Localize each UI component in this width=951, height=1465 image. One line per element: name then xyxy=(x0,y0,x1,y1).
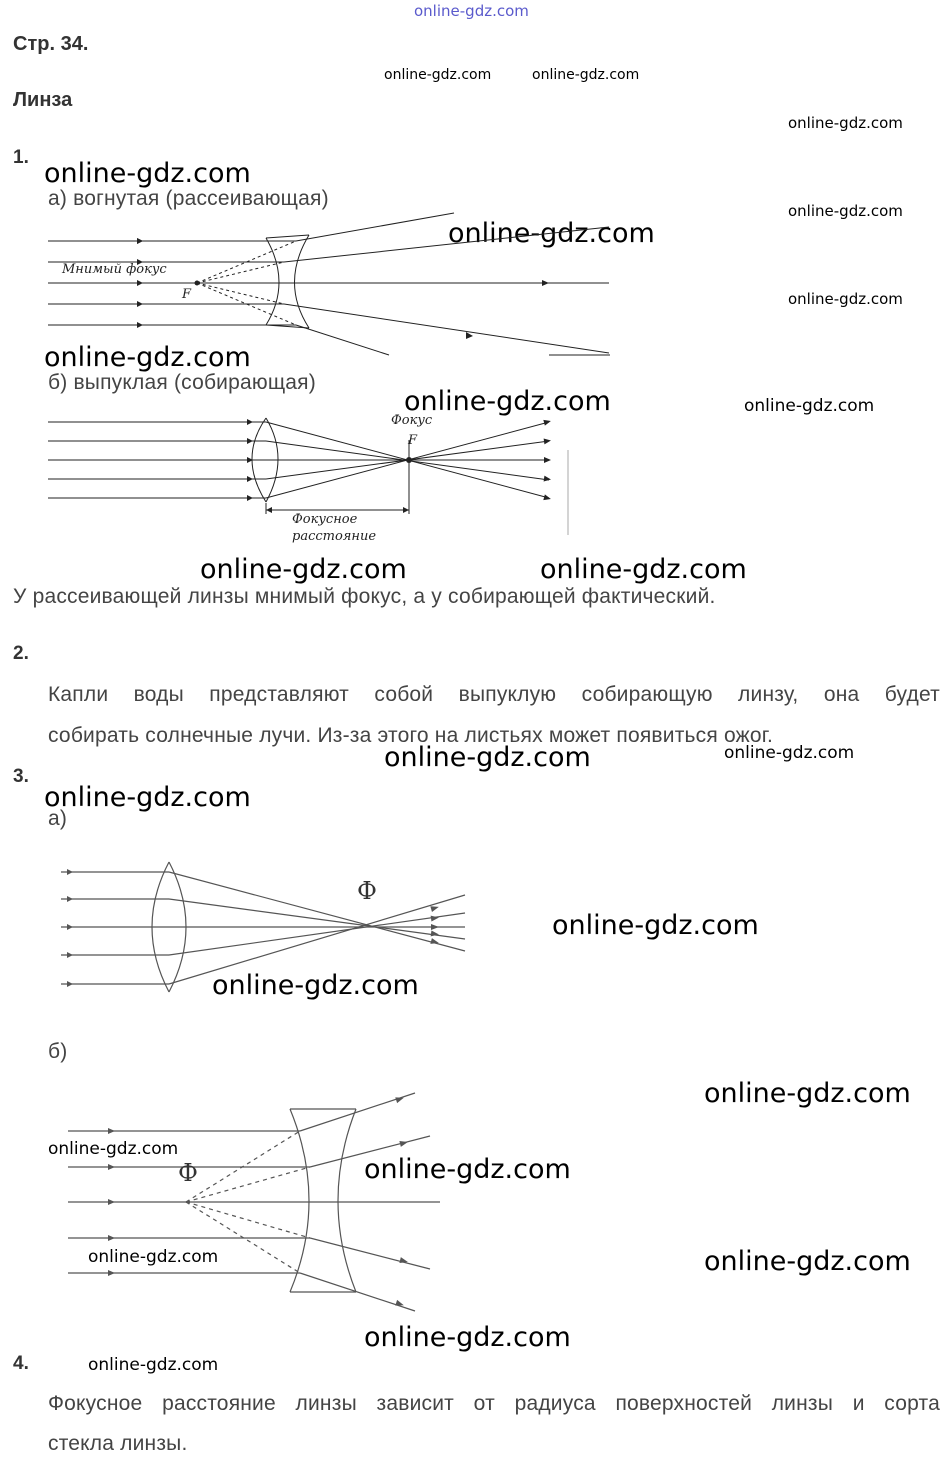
watermark: online-gdz.com xyxy=(540,554,747,585)
watermark: online-gdz.com xyxy=(48,1139,179,1159)
watermark: online-gdz.com xyxy=(788,290,903,308)
watermark: online-gdz.com xyxy=(364,1322,571,1353)
section-title: Линза xyxy=(13,89,73,111)
b3-phi-label: Ф xyxy=(178,1159,198,1187)
question-1-number: 1. xyxy=(13,147,29,168)
watermark: online-gdz.com xyxy=(532,67,640,83)
q1-a-label: а) вогнутая (рассеивающая) xyxy=(48,187,329,210)
watermark: online-gdz.com xyxy=(364,1154,571,1185)
a3-phi-label: Ф xyxy=(357,877,377,905)
question-2-number: 2. xyxy=(13,643,29,664)
watermark: online-gdz.com xyxy=(44,342,251,373)
watermark: online-gdz.com xyxy=(704,1246,911,1277)
question-4-number: 4. xyxy=(13,1353,29,1374)
q1-answer: У рассеивающей линзы мнимый фокус, а у собирающей фактический. xyxy=(13,585,716,608)
q2-line-1: Капли воды представляют собой выпуклую собирающую линзу, она будет xyxy=(48,683,940,706)
q3-b-label: б) xyxy=(48,1040,68,1063)
b-dist-label-2: расстояние xyxy=(292,529,377,544)
watermark: online-gdz.com xyxy=(200,554,407,585)
b-F-label: F xyxy=(408,433,418,448)
watermark: online-gdz.com xyxy=(788,202,903,220)
a-F-label: F xyxy=(182,287,192,302)
watermark: online-gdz.com xyxy=(788,114,903,132)
question-3-number: 3. xyxy=(13,766,29,787)
b-focus-label: Фокус xyxy=(391,413,433,428)
watermark: online-gdz.com xyxy=(724,743,855,763)
b-dist-label-1: Фокусное xyxy=(292,512,358,527)
watermark: online-gdz.com xyxy=(88,1355,219,1375)
figure-convex-lens xyxy=(44,410,584,550)
watermark: online-gdz.com xyxy=(88,1247,219,1267)
watermark: online-gdz.com xyxy=(448,218,655,249)
watermark: online-gdz.com xyxy=(384,67,492,83)
top-watermark: online-gdz.com xyxy=(414,2,529,20)
watermark: online-gdz.com xyxy=(44,158,251,189)
watermark: online-gdz.com xyxy=(44,782,251,813)
q2-line-2: собирать солнечные лучи. Из-за этого на листьях может появиться ожог. xyxy=(48,724,774,747)
watermark: online-gdz.com xyxy=(744,396,875,416)
watermark: online-gdz.com xyxy=(704,1078,911,1109)
page-title: Стр. 34. xyxy=(13,33,89,55)
figure-diverging-lens xyxy=(60,1085,460,1325)
q1-b-label: б) выпуклая (собирающая) xyxy=(48,371,316,394)
watermark: online-gdz.com xyxy=(552,910,759,941)
q4-line-2: стекла линзы. xyxy=(48,1432,188,1455)
a-focus-label: Мнимый фокус xyxy=(62,262,167,277)
watermark: online-gdz.com xyxy=(404,386,611,417)
watermark: online-gdz.com xyxy=(212,970,419,1001)
q3-a-label: а) xyxy=(48,807,68,830)
watermark: online-gdz.com xyxy=(384,742,591,773)
q4-line-1: Фокусное расстояние линзы зависит от радиуса поверхностей линзы и сорта xyxy=(48,1392,940,1415)
